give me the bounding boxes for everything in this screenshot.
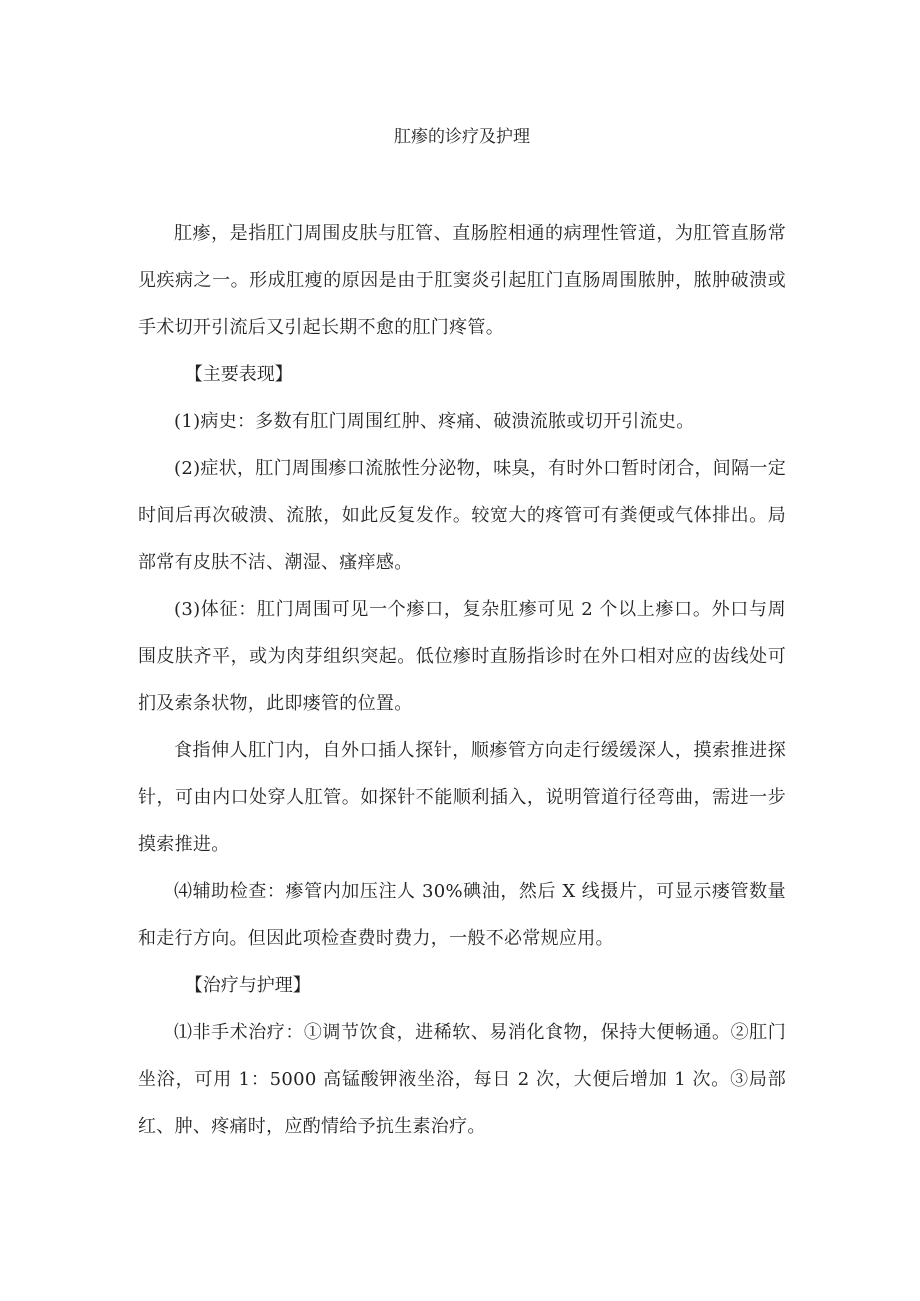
intro-paragraph: 肛瘆，是指肛门周围皮肤与肛管、直肠腔相通的病理性管道，为肛管直肠常见疾病之一。形成肛瘦的原因是由于肛窦炎引起肛门直肠周围脓肿，脓肿破溃或手术切开引流后又引起长期不愈的肛门疼管。 [138,223,786,338]
document-title: 肛瘆的诊疗及护理 [394,127,530,147]
paragraph-probe-exam: 食指伸人肛门内，自外口插人探针，顺瘆管方向走行缓缓深人，摸索推进探针，可由内口处穿人肛管。如探针不能顺利插入，说明管道行径弯曲，需进一步摸索推进。 [138,740,786,855]
paragraph-auxiliary-exam: ⑷辅助检查：瘆管内加压注人 30%碘油，然后 X 线摄片，可显示瘘管数量和走行方向。但因此项检查费时费力，一般不必常规应用。 [138,881,786,949]
paragraph-history: (1)病史：多数有肛门周围红肿、疼痛、破溃流脓或切开引流史。 [174,411,695,432]
paragraph-signs: (3)体征：肛门周围可见一个瘆口，复杂肛瘆可见 2 个以上瘆口。外口与周围皮肤齐平，或为肉芽组织突起。低位瘆时直肠指诊时在外口相对应的齿线处可扪及索条状物，此即瘘管的位置。 [138,599,786,714]
section-heading-main-manifestations: 【主要表现】 [184,364,293,385]
paragraph-non-surgical-treatment: ⑴非手术治疗：①调节饮食，进稀软、易消化食物，保持大便畅通。②肛门坐浴，可用 1：5000 高锰酸钾液坐浴，每日 2 次，大便后增加 1 次。③局部红、肿、疼痛时，应酌情给予抗生素治疗。 [138,1022,786,1137]
document-body [138,210,786,1150]
section-heading-treatment-nursing: 【治疗与护理】 [184,975,311,996]
paragraph-symptoms: (2)症状，肛门周围瘆口流脓性分泌物，味臭，有时外口暂时闭合，间隔一定时间后再次破溃、流脓，如此反复发作。较宽大的疼管可有粪便或气体排出。局部常有皮肤不洁、潮湿、瘙痒感。 [138,458,786,573]
